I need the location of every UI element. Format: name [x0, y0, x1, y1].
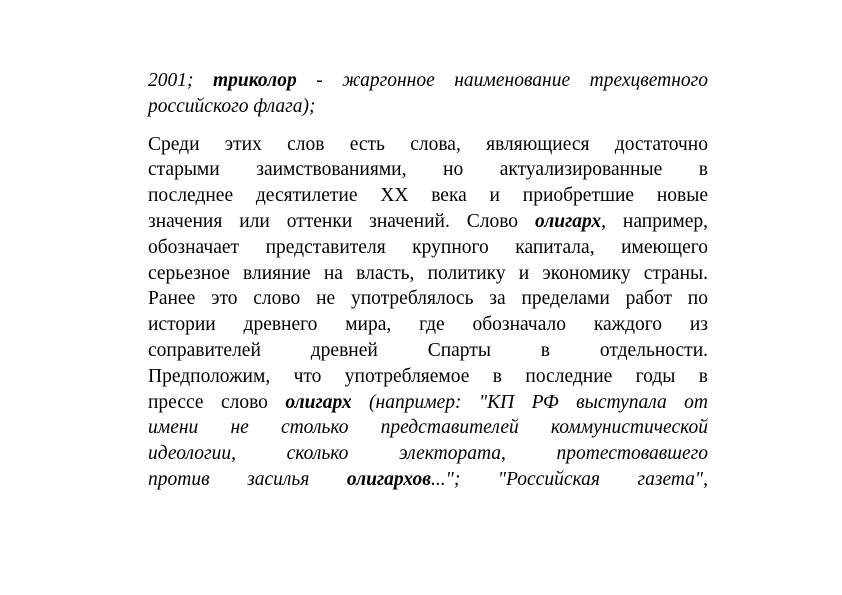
text-segment: прессе слово	[148, 391, 286, 413]
paragraph-2	[148, 132, 708, 493]
text-line	[148, 68, 708, 94]
text-segment: соправителей древней Спарты в отдельности.	[148, 339, 708, 361]
text-segment: значения или оттенки значений. Слово	[148, 210, 535, 232]
text-line	[148, 261, 708, 287]
text-segment: Ранее это слово не употреблялось за пределами работ по	[148, 288, 708, 310]
text-segment: Предположим, что употребляемое в последние годы в	[148, 365, 708, 387]
text-line	[148, 286, 708, 312]
text-segment: - жаргонное наименование трехцветного	[296, 70, 708, 91]
text-segment: истории древнего мира, где обозначало каждого из	[148, 314, 708, 336]
text-line	[148, 157, 708, 183]
text-line	[148, 312, 708, 338]
text-line	[148, 338, 708, 364]
text-line	[148, 183, 708, 209]
text-line	[148, 441, 708, 467]
text-line	[148, 235, 708, 261]
text-segment: 2001;	[148, 70, 214, 91]
text-line	[148, 467, 708, 493]
text-block	[148, 68, 708, 493]
text-segment: обозначает представителя крупного капитала, имеющего	[148, 236, 708, 258]
text-line	[148, 415, 708, 441]
text-segment: имени не столько представителей коммунистической	[148, 417, 708, 439]
emphasized-term: триколор	[213, 70, 297, 91]
text-segment: последнее десятилетие XX века и приобретшие новые	[148, 185, 708, 207]
text-segment: Среди этих слов есть слова, являющиеся достаточно	[148, 133, 708, 155]
text-segment: серьезное влияние на власть, политику и экономику страны.	[148, 262, 708, 284]
text-segment: старыми заимствованиями, но актуализированные в	[148, 159, 708, 181]
text-segment: идеологии, сколько электората, протестовавшего	[148, 443, 708, 465]
paragraph-1	[148, 68, 708, 120]
text-segment: ..."; "Российская газета",	[431, 468, 708, 490]
text-line	[148, 94, 708, 120]
text-line	[148, 132, 708, 158]
text-segment: против засилья	[148, 468, 347, 490]
text-line	[148, 390, 708, 416]
emphasized-term: олигарх	[285, 391, 352, 413]
text-line	[148, 364, 708, 390]
emphasized-term: олигархов	[346, 468, 432, 490]
text-segment: (например: "КП РФ выступала от	[351, 391, 709, 413]
emphasized-term: олигарх	[534, 210, 602, 232]
text-segment: , например,	[601, 210, 708, 232]
text-line	[148, 209, 708, 235]
text-segment: российского флага);	[148, 95, 316, 117]
